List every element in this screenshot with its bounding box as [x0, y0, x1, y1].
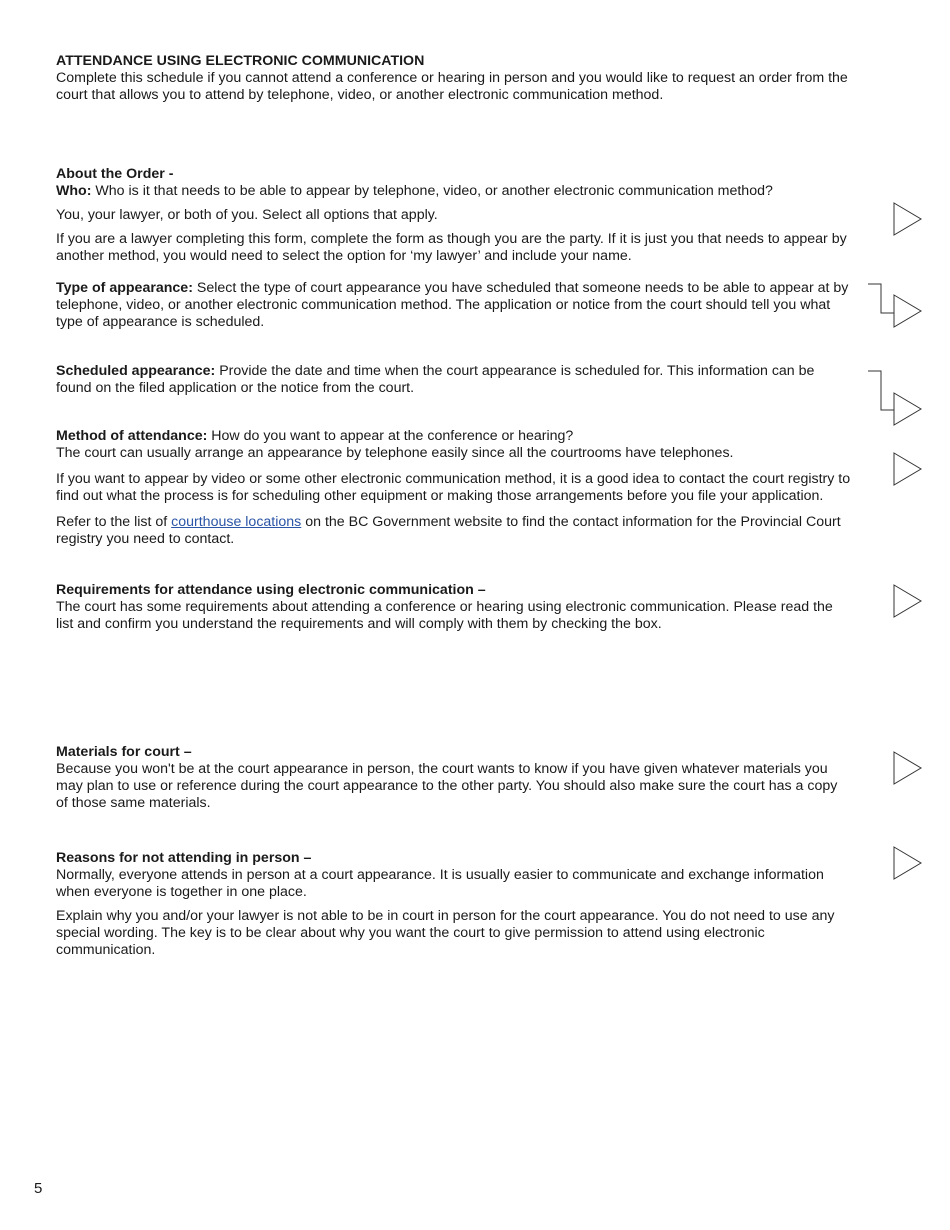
pointer-arrow-icon — [893, 294, 923, 328]
bracket-connector-icon — [866, 370, 896, 412]
reasons-heading: Reasons for not attending in person – — [56, 850, 312, 866]
video-text: If you want to appear by video or some other electronic communication method, it is a good idea to contact the court registry to find out what the process is for scheduling other equipment or making those arrangements before you file your application. — [56, 471, 851, 504]
pointer-arrow-icon — [893, 846, 923, 880]
courthouse-locations-link[interactable]: courthouse locations — [171, 514, 302, 530]
reasons-text: Normally, everyone attends in person at a court appearance. It is usually easier to communicate and exchange information when everyone is together in one place. — [56, 867, 824, 900]
who-text: Who is it that needs to be able to appear by telephone, video, or another electronic communication method? — [91, 183, 773, 199]
type-label: Type of appearance: — [56, 280, 193, 296]
materials-heading: Materials for court – — [56, 744, 192, 760]
telephone-text: The court can usually arrange an appearance by telephone easily since all the courtrooms have telephones. — [56, 445, 734, 461]
about-section — [56, 166, 851, 265]
intro-text: Complete this schedule if you cannot attend a conference or hearing in person and you would like to request an order from the court that allows you to attend by telephone, video, or another electronic communication method. — [56, 70, 848, 103]
reasons-section — [56, 850, 851, 959]
type-text: Select the type of court appearance you have scheduled that someone needs to be able to appear at by telephone, video, or another electronic communication method. The application or notice from the court should tell you what type of appearance is scheduled. — [56, 280, 849, 330]
type-paragraph — [56, 280, 851, 331]
scheduled-label: Scheduled appearance: — [56, 363, 216, 379]
method-label: Method of attendance: — [56, 428, 208, 444]
method-text: How do you want to appear at the conference or hearing? — [207, 428, 574, 444]
header-section — [56, 53, 851, 104]
page-number: 5 — [34, 1180, 43, 1197]
method-section — [56, 428, 851, 548]
pointer-arrow-icon — [893, 392, 923, 426]
pointer-arrow-icon — [893, 452, 923, 486]
who-options-text: You, your lawyer, or both of you. Select all options that apply. — [56, 207, 438, 223]
courthouse-text-after: on the BC Government website to find the contact information for the Provincial Court registry you need to contact. — [56, 514, 841, 547]
requirements-text: The court has some requirements about attending a conference or hearing using electronic communication. Please read the list and confirm you understand the requirements and will comply with them by checking the box. — [56, 599, 833, 632]
pointer-arrow-icon — [893, 584, 923, 618]
reasons-explain-text: Explain why you and/or your lawyer is not able to be in court in person for the court appearance. You do not need to use any special wording. The key is to be clear about why you want the court to give permission to attend using electronic communication. — [56, 908, 835, 958]
lawyer-instructions: If you are a lawyer completing this form, complete the form as though you are the party. If it is just you that needs to appear by another method, you would need to select the option for ‘my lawyer’ and include your name. — [56, 231, 847, 264]
type-section — [56, 280, 851, 331]
who-paragraph — [56, 183, 851, 200]
page-title: ATTENDANCE USING ELECTRONIC COMMUNICATION — [56, 53, 425, 69]
courthouse-text-before: Refer to the list of — [56, 514, 172, 530]
courthouse-text — [56, 514, 851, 548]
pointer-arrow-icon — [893, 202, 923, 236]
materials-text: Because you won't be at the court appearance in person, the court wants to know if you have given whatever materials you may plan to use or reference during the court appearance to the other party. You should also make sure the court has a copy of those same materials. — [56, 761, 838, 811]
about-heading: About the Order - — [56, 166, 174, 182]
scheduled-section — [56, 363, 851, 397]
pointer-arrow-icon — [893, 751, 923, 785]
method-paragraph — [56, 428, 851, 445]
materials-section — [56, 744, 851, 812]
requirements-section — [56, 582, 851, 633]
scheduled-paragraph — [56, 363, 851, 397]
requirements-heading: Requirements for attendance using electronic communication – — [56, 582, 486, 598]
scheduled-text: Provide the date and time when the court appearance is scheduled for. This information can be found on the filed application or the notice from the court. — [56, 363, 815, 396]
who-label: Who: — [56, 183, 92, 199]
bracket-connector-icon — [866, 283, 896, 315]
